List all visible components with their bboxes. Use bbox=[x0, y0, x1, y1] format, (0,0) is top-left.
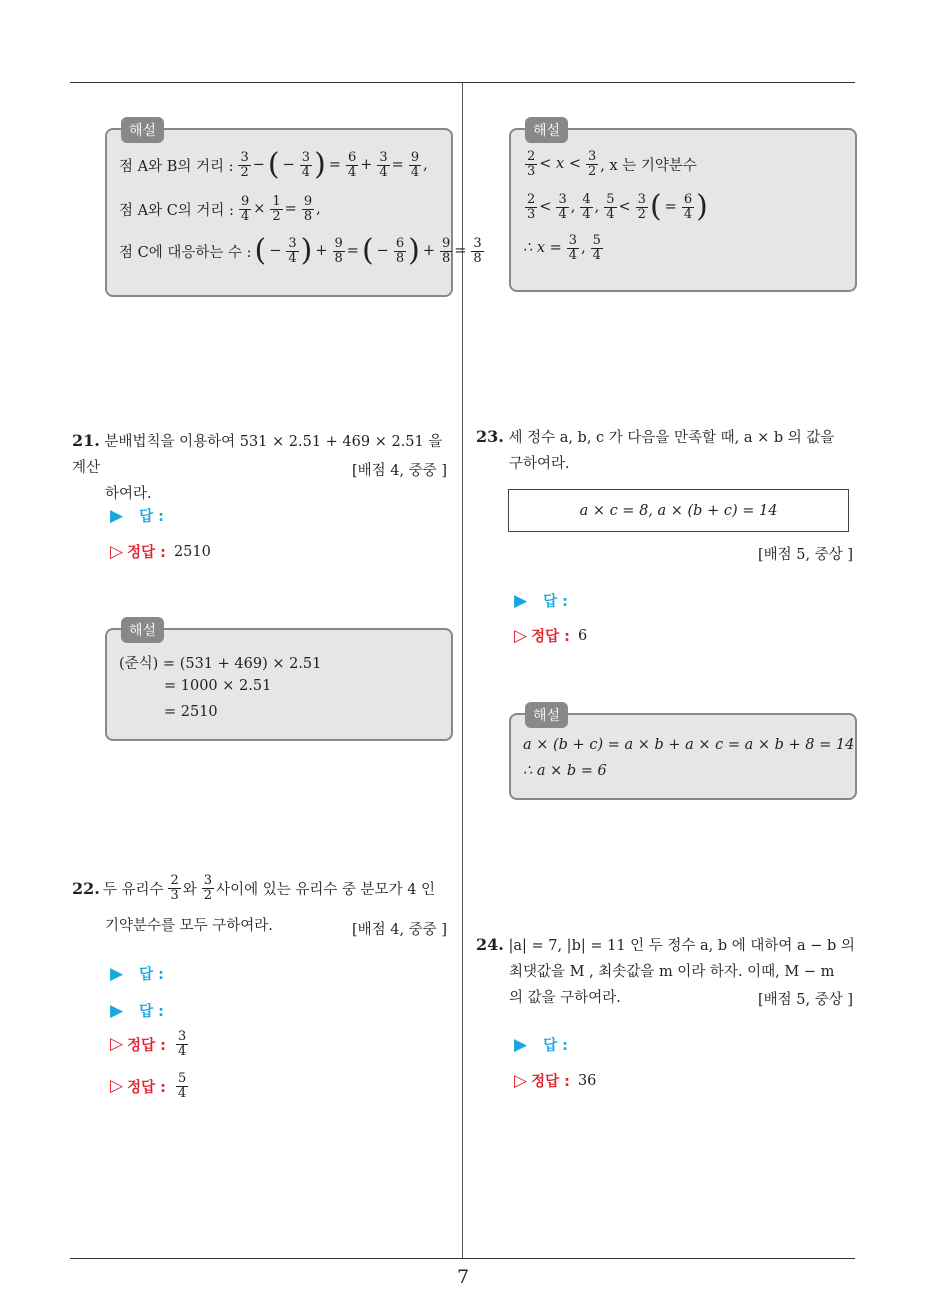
play-icon: ▶ bbox=[110, 1000, 124, 1021]
question-number: 23. bbox=[476, 427, 504, 446]
play-icon: ▶ bbox=[514, 590, 528, 611]
question-22-line2: 기약분수를 모두 구하여라. bbox=[105, 918, 273, 934]
question-text: 구하여라. bbox=[509, 456, 570, 472]
correct-row-24 bbox=[514, 1070, 596, 1091]
solution-line: ∴ a × b = 6 bbox=[523, 763, 607, 779]
triangle-outline-icon: ▷ bbox=[110, 1076, 124, 1097]
solution-line: a × (b + c) = a × b + a × c = a × b + 8 = 14 bbox=[523, 737, 855, 753]
answer-row-23[interactable] bbox=[514, 590, 568, 611]
score-23: [배점 5, 중상 ] bbox=[758, 547, 854, 563]
bottom-rule bbox=[70, 1258, 855, 1259]
play-icon: ▶ bbox=[110, 963, 124, 984]
score-24: [배점 5, 중상 ] bbox=[758, 992, 854, 1008]
solution-line: = 2510 bbox=[164, 704, 218, 720]
triangle-outline-icon: ▷ bbox=[514, 1070, 528, 1091]
question-23 bbox=[476, 424, 861, 477]
solution-line: $\frac{2}{3}$ < x < $\frac{3}{2}$ , x 는 기약분수 bbox=[527, 149, 697, 179]
correct-row-23 bbox=[514, 625, 587, 646]
correct-label: 정답 : bbox=[531, 1074, 570, 1090]
solution-line: $\frac{2}{3}$ < $\frac{3}{4}$ , $\frac{4}{4}$ , $\frac{5}{4}$ < $\frac{3}{2}$ ( = $\frac{6}{4}$ ) bbox=[527, 189, 708, 224]
correct-row-21 bbox=[110, 541, 211, 562]
triangle-outline-icon: ▷ bbox=[110, 1034, 124, 1055]
correct-label: 정답 : bbox=[127, 1079, 166, 1096]
triangle-outline-icon: ▷ bbox=[514, 625, 528, 646]
correct-label: 정답 : bbox=[531, 629, 570, 645]
answer-label: 답 : bbox=[139, 1004, 164, 1020]
solution-box-23 bbox=[509, 708, 857, 800]
question-text: 와 bbox=[182, 881, 197, 898]
question-number: 21. bbox=[72, 431, 100, 450]
solution-tag: 해설 bbox=[121, 117, 164, 143]
correct-value: $\frac{5}{4}$ bbox=[177, 1071, 187, 1101]
solution-label: 점 C에 대응하는 수 : bbox=[119, 244, 252, 261]
triangle-outline-icon: ▷ bbox=[110, 541, 124, 562]
solution-line: = 1000 × 2.51 bbox=[164, 678, 272, 694]
play-icon: ▶ bbox=[514, 1034, 528, 1055]
solution-line: 점 C에 대응하는 수 : ( − $\frac{3}{4}$ ) + $\frac{9}{8}$ = ( − $\frac{6}{8}$ ) + $\frac{9}{8}$ = $\frac{3}{8}$ bbox=[119, 233, 482, 268]
correct-row-22b bbox=[110, 1072, 190, 1100]
solution-tag: 해설 bbox=[525, 117, 568, 143]
answer-row-22b[interactable] bbox=[110, 1000, 164, 1021]
solution-tag: 해설 bbox=[121, 617, 164, 643]
solution-label: 점 A와 C의 거리 : bbox=[119, 202, 234, 219]
question-text: 최댓값을 M , 최솟값을 m 이라 하자. 이때, M − m bbox=[509, 964, 835, 980]
question-number: 24. bbox=[476, 935, 504, 954]
question-text: 두 유리수 bbox=[102, 881, 164, 898]
answer-label: 답 : bbox=[139, 509, 164, 525]
question-22: 22. 두 유리수 $\frac{2}{3}$ 와 $\frac{3}{2}$ 사이에 있는 유리수 중 분모가 4 인 bbox=[72, 873, 436, 903]
question-text: 세 정수 a, b, c 가 다음을 만족할 때, a × b 의 값을 bbox=[508, 430, 835, 446]
solution-text: ∴ x = bbox=[523, 240, 562, 257]
correct-label: 정답 : bbox=[127, 1037, 166, 1054]
question-text: 의 값을 구하여라. bbox=[509, 990, 621, 1006]
solution-box-21 bbox=[105, 623, 453, 741]
correct-value: $\frac{3}{4}$ bbox=[177, 1029, 187, 1059]
condition-box: a × c = 8, a × (b + c) = 14 bbox=[508, 489, 849, 532]
question-number: 22. bbox=[72, 878, 100, 898]
question-text: 사이에 있는 유리수 중 분모가 4 인 bbox=[216, 881, 436, 898]
question-text: 하여라. bbox=[105, 486, 152, 502]
correct-value: 2510 bbox=[173, 543, 211, 560]
solution-text: , x 는 기약분수 bbox=[600, 157, 697, 174]
correct-value: 6 bbox=[577, 627, 588, 644]
solution-tag: 해설 bbox=[525, 702, 568, 728]
answer-row-24[interactable] bbox=[514, 1034, 568, 1055]
question-text: 분배법칙을 이용하여 531 × 2.51 + 469 × 2.51 을 계산 bbox=[72, 434, 443, 476]
answer-label: 답 : bbox=[543, 1038, 568, 1054]
correct-label: 정답 : bbox=[127, 545, 166, 561]
solution-line: ∴ x = $\frac{3}{4}$ , $\frac{5}{4}$ bbox=[523, 233, 601, 263]
question-text: |a| = 7, |b| = 11 인 두 정수 a, b 에 대하여 a − b 의 bbox=[508, 938, 855, 954]
solution-line: 점 A와 B의 거리 : $\frac{3}{2}$ − ( − $\frac{3}{4}$ ) = $\frac{6}{4}$ + $\frac{3}{4}$ = $\frac{9}{4}$ , bbox=[119, 147, 428, 182]
solution-label: 점 A와 B의 거리 : bbox=[119, 158, 234, 175]
answer-label: 답 : bbox=[139, 967, 164, 983]
answer-row-22a[interactable] bbox=[110, 963, 164, 984]
solution-box-20 bbox=[105, 123, 482, 297]
score-21: [배점 4, 중중 ] bbox=[352, 463, 448, 479]
correct-row-22a bbox=[110, 1030, 190, 1058]
solution-line: 점 A와 C의 거리 : $\frac{9}{4}$ × $\frac{1}{2}$ = $\frac{9}{8}$ , bbox=[119, 194, 321, 224]
score-22: [배점 4, 중중 ] bbox=[352, 922, 448, 938]
solution-line: (준식) = (531 + 469) × 2.51 bbox=[119, 656, 322, 672]
solution-box-22 bbox=[509, 123, 857, 292]
play-icon: ▶ bbox=[110, 505, 124, 526]
answer-row-21[interactable] bbox=[110, 505, 164, 526]
correct-value: 36 bbox=[577, 1072, 597, 1089]
answer-label: 답 : bbox=[543, 594, 568, 610]
page-number: 7 bbox=[456, 1266, 470, 1288]
